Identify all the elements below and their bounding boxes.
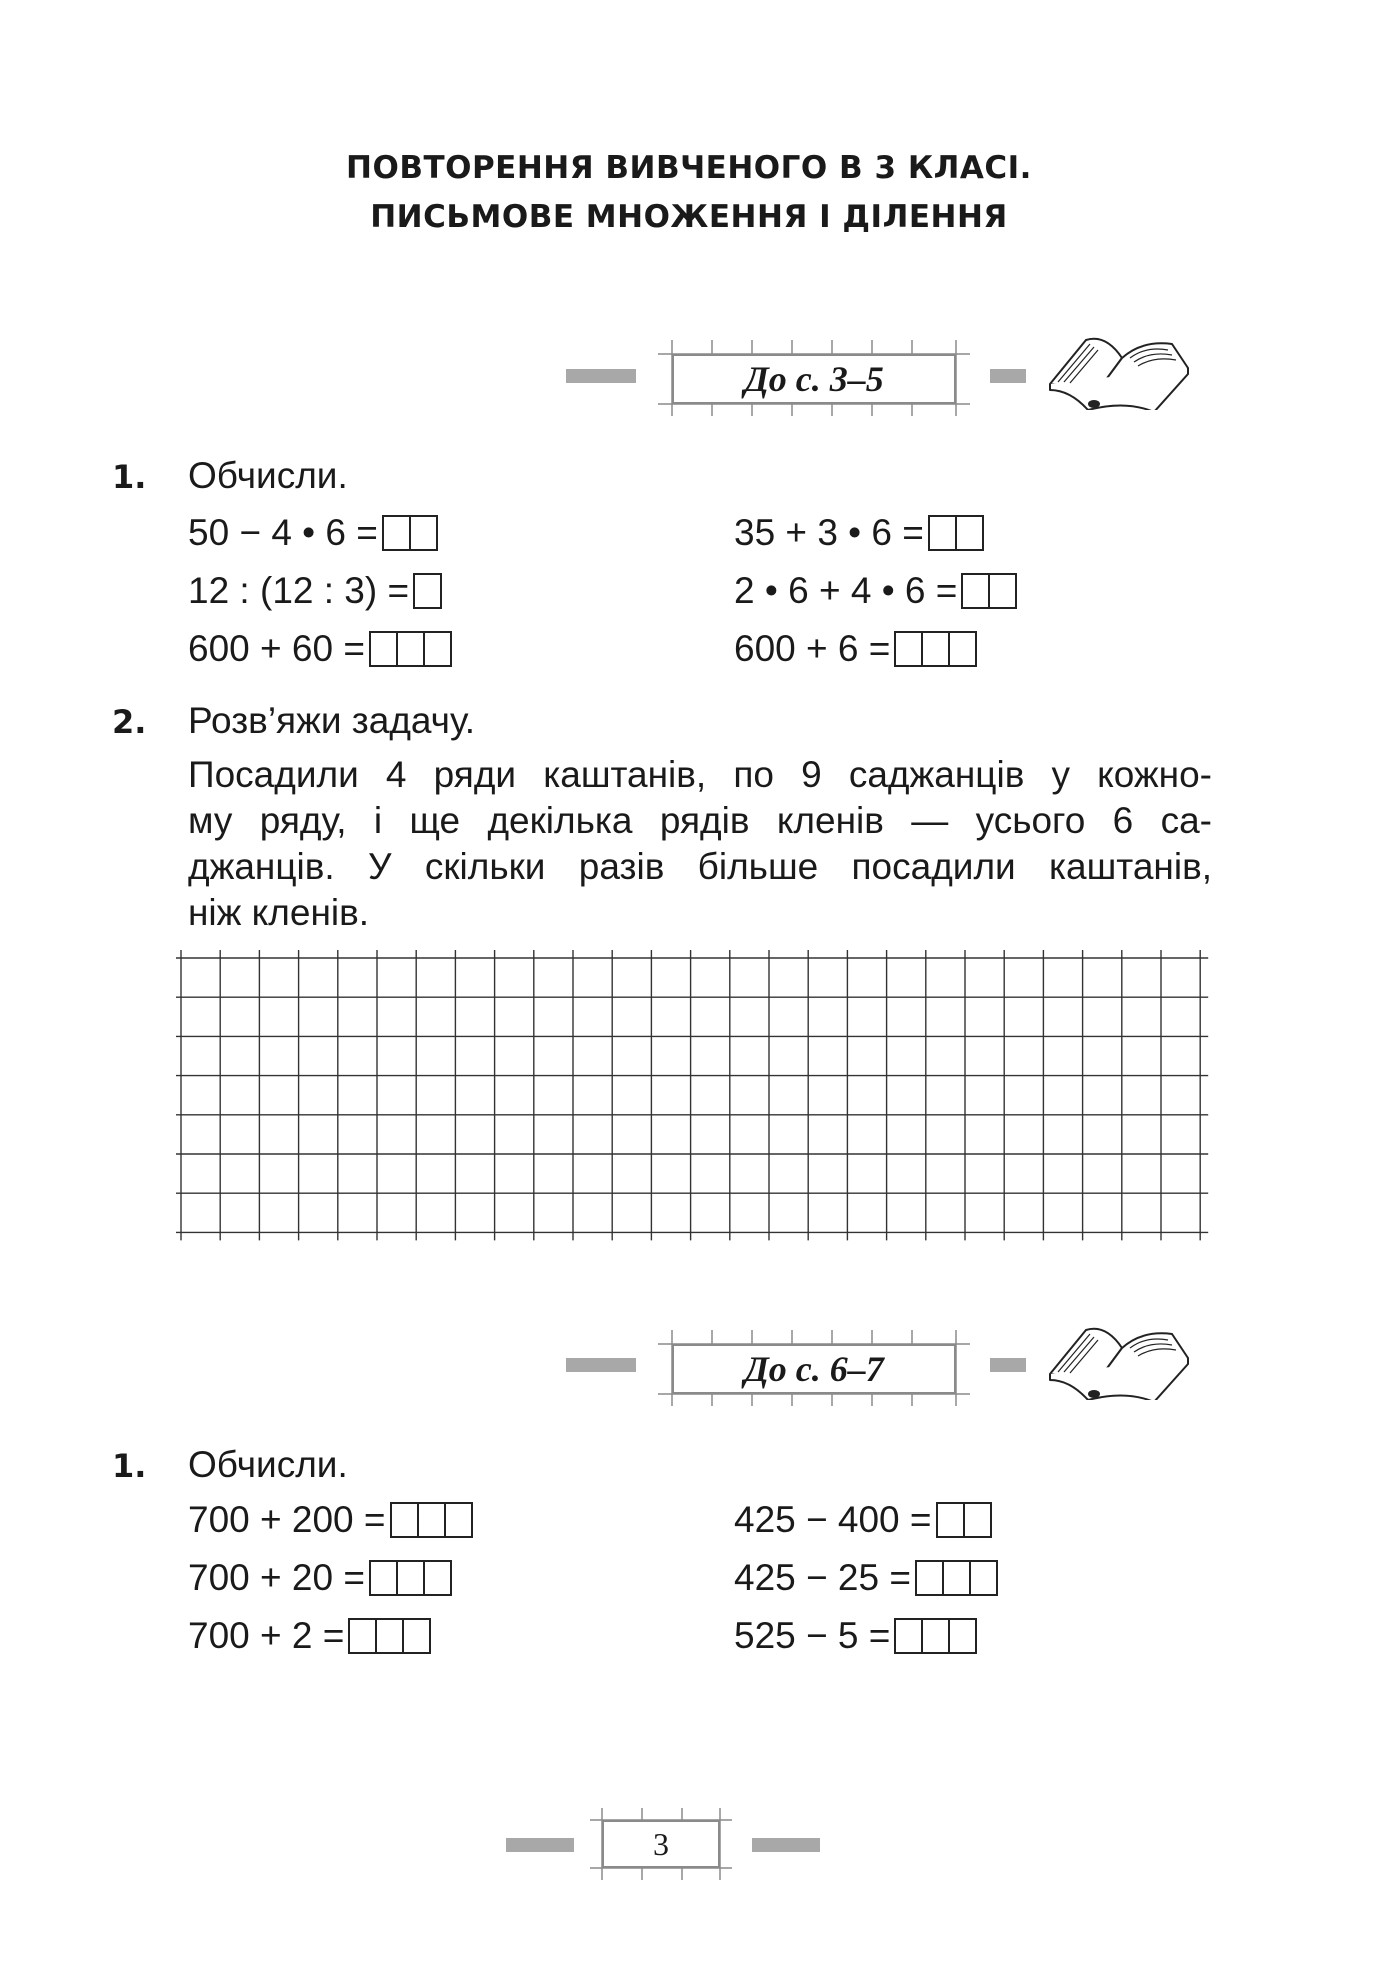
- answer-cells: [348, 1618, 431, 1654]
- task-number: 1.: [112, 1447, 147, 1485]
- expression-row: [734, 1613, 977, 1659]
- page-number: 3: [602, 1820, 720, 1868]
- expression-text: 525 − 5 =: [734, 1615, 891, 1656]
- answer-cells: [369, 1560, 452, 1596]
- answer-cell[interactable]: [921, 1618, 950, 1654]
- header-right-bar: [990, 369, 1026, 383]
- answer-cell[interactable]: [423, 1560, 452, 1596]
- answer-cell[interactable]: [382, 515, 411, 551]
- answer-cell[interactable]: [444, 1502, 473, 1538]
- answer-cell[interactable]: [390, 1502, 419, 1538]
- problem-line: джанців. У скільки разів більше посадили каштанів,: [188, 846, 1212, 887]
- expression-text: 425 − 400 =: [734, 1499, 932, 1540]
- task-instruction: Обчисли.: [188, 1444, 348, 1485]
- task-number: 2.: [112, 703, 147, 741]
- task-instruction: Розв’яжи задачу.: [188, 700, 476, 741]
- header-left-bar: [566, 369, 636, 383]
- answer-cell[interactable]: [969, 1560, 998, 1596]
- answer-cells: [413, 573, 442, 609]
- answer-cell[interactable]: [963, 1502, 992, 1538]
- answer-cell[interactable]: [921, 631, 950, 667]
- expression-row: [734, 510, 984, 556]
- expression-text: 600 + 6 =: [734, 628, 891, 669]
- expression-text: 35 + 3 • 6 =: [734, 512, 924, 553]
- answer-cell[interactable]: [423, 631, 452, 667]
- answer-cell[interactable]: [348, 1618, 377, 1654]
- answer-cell[interactable]: [375, 1618, 404, 1654]
- answer-cells: [936, 1502, 992, 1538]
- footer-right-bar: [752, 1838, 820, 1852]
- answer-cells: [390, 1502, 473, 1538]
- header-left-bar: [566, 1358, 636, 1372]
- answer-cell[interactable]: [948, 631, 977, 667]
- expression-text: 700 + 2 =: [188, 1615, 345, 1656]
- answer-cell[interactable]: [369, 1560, 398, 1596]
- answer-cell[interactable]: [409, 515, 438, 551]
- answer-cell[interactable]: [942, 1560, 971, 1596]
- problem-line: ніж кленів.: [188, 892, 370, 933]
- answer-cell[interactable]: [402, 1618, 431, 1654]
- answer-cell[interactable]: [961, 573, 990, 609]
- expression-text: 700 + 20 =: [188, 1557, 365, 1598]
- answer-cell[interactable]: [417, 1502, 446, 1538]
- expression-row: [734, 626, 977, 672]
- expression-row: [188, 626, 452, 672]
- answer-cell[interactable]: [894, 1618, 923, 1654]
- answer-cell[interactable]: [936, 1502, 965, 1538]
- answer-cell[interactable]: [988, 573, 1017, 609]
- answer-cell[interactable]: [894, 631, 923, 667]
- expression-row: [188, 510, 438, 556]
- answer-cell[interactable]: [948, 1618, 977, 1654]
- expression-text: 600 + 60 =: [188, 628, 365, 669]
- task-problem-text: [188, 752, 1212, 936]
- answer-cell[interactable]: [955, 515, 984, 551]
- answer-cell[interactable]: [369, 631, 398, 667]
- task-number: 1.: [112, 458, 147, 496]
- answer-cell[interactable]: [413, 573, 442, 609]
- open-book-icon: [1046, 332, 1192, 410]
- task-instruction: Обчисли.: [188, 455, 348, 496]
- answer-cells: [894, 631, 977, 667]
- expression-row: [188, 568, 442, 614]
- expression-text: 2 • 6 + 4 • 6 =: [734, 570, 958, 611]
- answer-cell[interactable]: [928, 515, 957, 551]
- section2-header-label: До с. 6–7: [672, 1344, 956, 1394]
- header-right-bar: [990, 1358, 1026, 1372]
- expression-row: [188, 1555, 452, 1601]
- expression-row: [188, 1613, 431, 1659]
- answer-cells: [961, 573, 1017, 609]
- page-title-line2: ПИСЬМОВЕ МНОЖЕННЯ І ДІЛЕННЯ: [370, 199, 1008, 235]
- answer-cell[interactable]: [396, 631, 425, 667]
- answer-cells: [894, 1618, 977, 1654]
- answer-grid[interactable]: [176, 950, 1218, 1250]
- answer-cells: [928, 515, 984, 551]
- expression-text: 425 − 25 =: [734, 1557, 911, 1598]
- footer-left-bar: [506, 1838, 574, 1852]
- expression-text: 700 + 200 =: [188, 1499, 386, 1540]
- expression-text: 12 : (12 : 3) =: [188, 570, 410, 611]
- page-title-line1: ПОВТОРЕННЯ ВИВЧЕНОГО В 3 КЛАСІ.: [346, 150, 1032, 186]
- section1-header-label: До с. 3–5: [672, 354, 956, 404]
- expression-row: [734, 568, 1017, 614]
- open-book-icon: [1046, 1322, 1192, 1400]
- problem-line: Посадили 4 ряди каштанів, по 9 саджанців у кожно-: [188, 754, 1212, 795]
- expression-row: [188, 1497, 473, 1543]
- answer-cells: [382, 515, 438, 551]
- answer-cell[interactable]: [396, 1560, 425, 1596]
- answer-cell[interactable]: [915, 1560, 944, 1596]
- expression-text: 50 − 4 • 6 =: [188, 512, 378, 553]
- expression-row: [734, 1555, 998, 1601]
- problem-line: му ряду, і ще декілька рядів кленів — усього 6 са-: [188, 800, 1212, 841]
- answer-cells: [915, 1560, 998, 1596]
- expression-row: [734, 1497, 992, 1543]
- answer-cells: [369, 631, 452, 667]
